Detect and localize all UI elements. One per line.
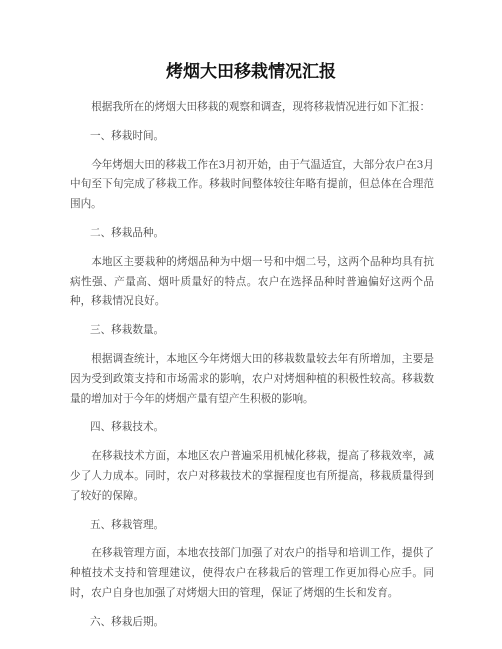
document-body bbox=[70, 98, 434, 642]
section-body-3: 根据调查统计，本地区今年烤烟大田的移栽数量较去年有所增加，主要是因为受到政策支持和市场需求的影响，农户对烤烟种植的积极性较高。移栽数量的增加对于今年的烤烟产量有望产生积极的影响。 bbox=[70, 352, 434, 405]
section-body-5: 在移栽管理方面，本地农技部门加强了对农户的指导和培训工作，提供了种植技术支持和管理建议，使得农户在移栽后的管理工作更加得心应手。同时，农户自身也加强了对烤烟大田的管理，保证了烤烟的生长和发育。 bbox=[70, 547, 434, 599]
document-title: 烤烟大田移栽情况汇报 bbox=[166, 62, 336, 82]
section-body-1: 今年烤烟大田的移栽工作在3月初开始，由于气温适宜，大部分农户在3月中旬至下旬完成了移栽工作。移栽时间整体较往年略有提前，但总体在合理范围内。 bbox=[70, 158, 434, 211]
section-heading-5: 五、移栽管理。 bbox=[90, 518, 165, 531]
section-heading-1: 一、移栽时间。 bbox=[90, 129, 165, 142]
intro-paragraph: 根据我所在的烤烟大田移栽的观察和调查，现将移栽情况进行如下汇报： bbox=[91, 101, 431, 113]
section-body-4: 在移栽技术方面，本地区农户普遍采用机械化移栽，提高了移栽效率，减少了人力成本。同时，农户对移栽技术的掌握程度也有所提高，移栽质量得到了较好的保障。 bbox=[70, 450, 434, 502]
section-body-2: 本地区主要栽种的烤烟品种为中烟一号和中烟二号，这两个品种均具有抗病性强、产量高、烟叶质量好的特点。农户在选择品种时普遍偏好这两个品种，移栽情况良好。 bbox=[70, 255, 434, 308]
section-heading-2: 二、移栽品种。 bbox=[90, 226, 165, 239]
section-heading-6: 六、移栽后期。 bbox=[90, 615, 165, 628]
section-heading-3: 三、移栽数量。 bbox=[90, 324, 165, 337]
section-heading-4: 四、移栽技术。 bbox=[90, 421, 165, 434]
